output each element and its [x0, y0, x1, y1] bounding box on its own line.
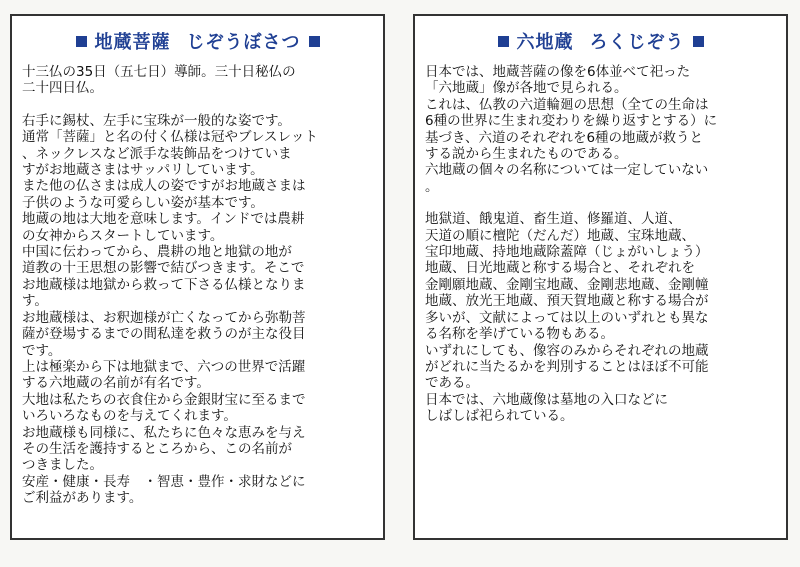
paragraph: また他の仏さまは成人の姿ですがお地蔵さまは 子供のような可愛らしい姿が基本です。	[22, 178, 306, 211]
paragraph: 日本では、地蔵菩薩の像を6体並べて祀った 「六地蔵」像が各地で見られる。 これは、仏教の六道輪廻の思想（全ての生命は 6種の世界に生まれ変わりを繰り返すとする）に 基づき、六道のそれぞれを6種の地蔵が救うと する説から生まれたものである。 六地蔵の個々の名称については一定していない 。	[425, 64, 718, 195]
paragraph: 中国に伝わってから、農耕の地と地獄の地が 道教の十王思想の影響で結びつきます。そこで お地蔵様は地獄から救って下さる仏様となりま す。	[22, 244, 306, 310]
paragraph: 大地は私たちの衣食住から金銀財宝に至るまで いろいろなものを与えてくれます。	[22, 391, 306, 425]
left-panel-body	[12, 54, 383, 507]
right-title-kanji: 六地蔵	[516, 32, 574, 53]
paragraph: 地獄道、餓鬼道、畜生道、修羅道、人道、 天道の順に檀陀（だんだ）地蔵、宝珠地蔵、 宝印地蔵、持地地蔵除蓋障（じょがいしょう） 地蔵、日光地蔵と称する場合と、それぞれを 金剛願地蔵、金剛宝地蔵、金剛悲地蔵、金剛幢 地蔵、放光王地蔵、預天賀地蔵と称する場合が 多いが、文献によっては以上のいずれとも異な る名称を挙げている物もある。 いずれにしても、像容のみからそれぞれの地蔵 がどれに当たるかを判別することはほぼ不可能 である。 日本では、六地蔵像は墓地の入口などに しばしば祀られている。	[425, 211, 709, 425]
right-panel-title	[415, 28, 786, 54]
square-bullet-icon	[76, 36, 87, 47]
square-bullet-icon	[498, 36, 509, 47]
left-title-kanji: 地蔵菩薩	[94, 32, 171, 53]
square-bullet-icon	[309, 36, 320, 47]
left-panel-title	[12, 28, 383, 54]
left-title-kana: じぞうぼさつ	[186, 32, 301, 53]
square-bullet-icon	[693, 36, 704, 47]
paragraph: お地蔵様も同様に、私たちに色々な恵みを与え その生活を護持するところから、この名前が つきました。	[22, 424, 306, 474]
paragraph: 安産・健康・長寿 ・智恵・豊作・求財などに ご利益があります。	[22, 473, 306, 507]
paragraph: 右手に錫杖、左手に宝珠が一般的な姿です。	[22, 112, 291, 129]
paragraph: 地蔵の地は大地を意味します。インドでは農耕 の女神からスタートしています。	[22, 211, 305, 244]
left-panel-jizo-bosatsu	[10, 14, 385, 540]
paragraph: 上は極楽から下は地獄まで、六つの世界で活躍 する六地蔵の名前が有名です。	[22, 358, 306, 392]
right-title-kana: ろくじぞう	[589, 32, 685, 53]
right-panel-roku-jizo	[413, 14, 788, 540]
intro-paragraph: 十三仏の35日（五七日）導師。三十日秘仏の 二十四日仏。	[22, 64, 296, 97]
paragraph: お地蔵様は、お釈迦様が亡くなってから弥勒菩 薩が登場するまでの間私達を救うのが主な役目 です。	[22, 309, 306, 359]
right-panel-body	[415, 54, 786, 425]
paragraph: 通常「菩薩」と名の付く仏様は冠やブレスレット 、ネックレスなど派手な装飾品をつけていま すがお地蔵さまはサッパリしています。	[22, 129, 318, 179]
